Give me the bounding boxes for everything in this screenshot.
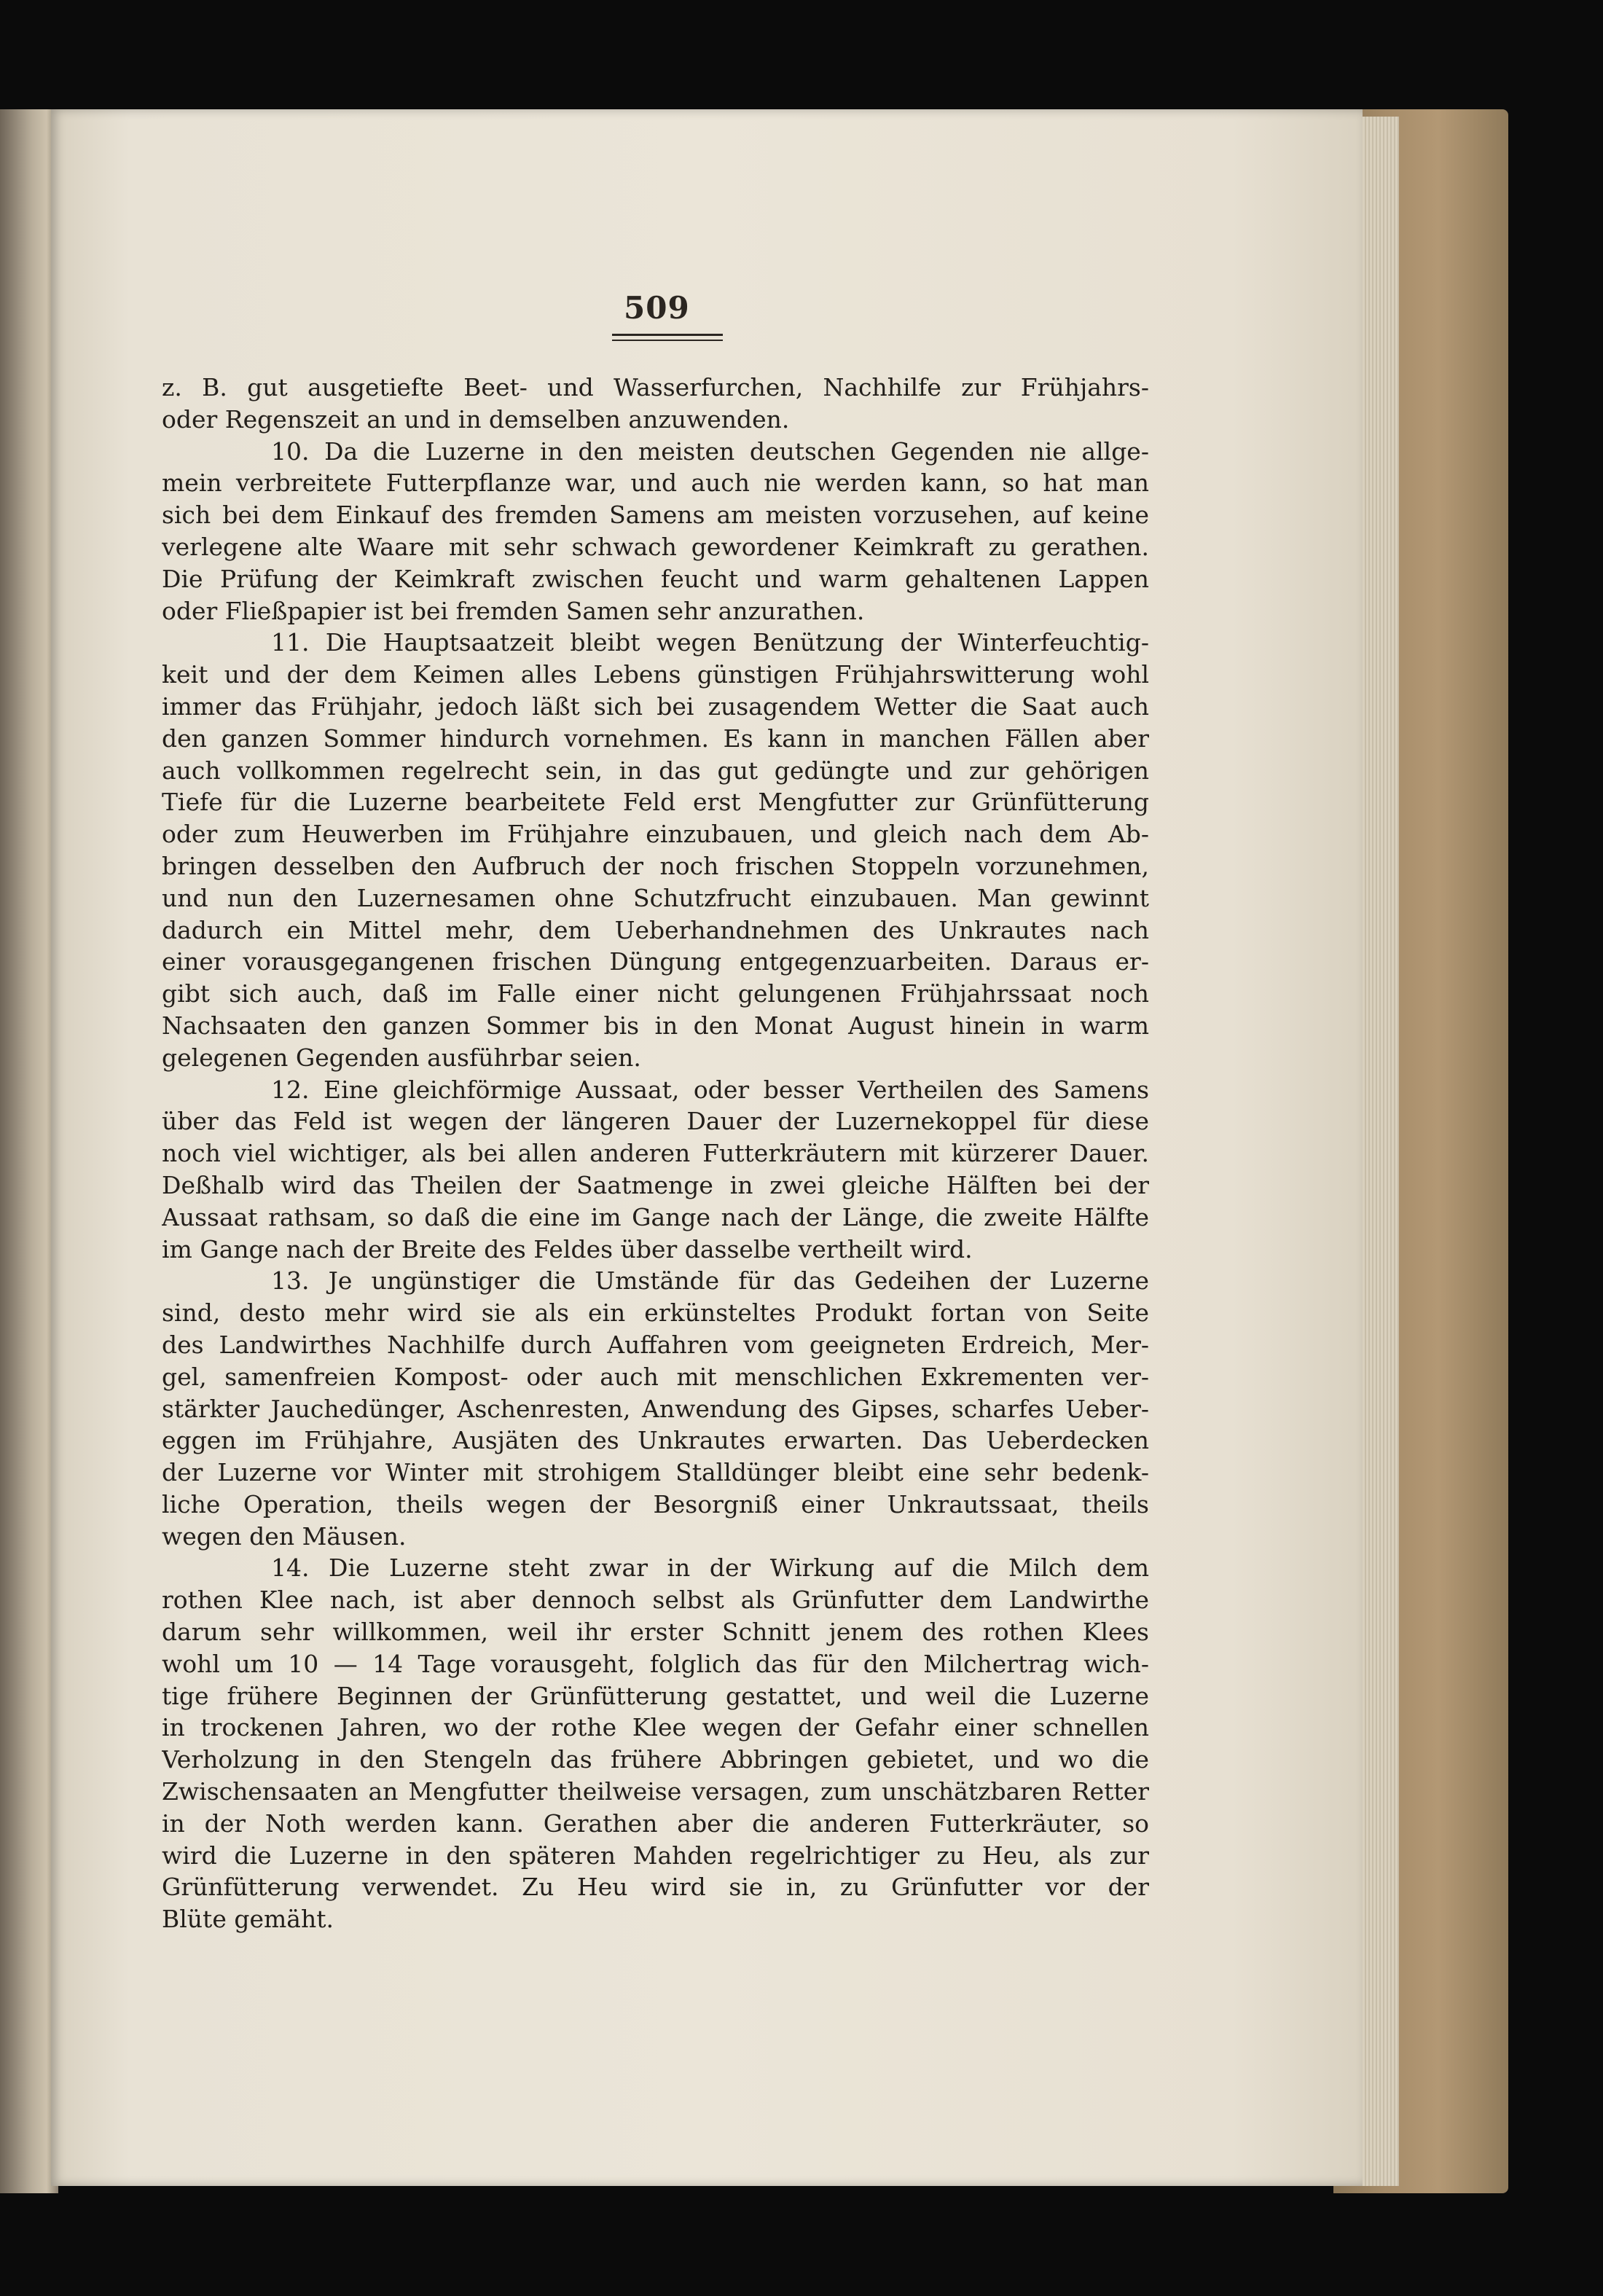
text-line: und nun den Luzernesamen ohne Schutzfrucht einzubauen. Man gewinnt — [162, 883, 1149, 912]
text-line: Tiefe für die Luzerne bearbeitete Feld erst Mengfutter zur Grünfütterung — [162, 788, 1149, 817]
text-line: oder Regenszeit an und in demselben anzuwenden. — [162, 404, 790, 434]
text-line: oder Fließpapier ist bei fremden Samen sehr anzurathen. — [162, 596, 865, 625]
text-line: mein verbreitete Futterpflanze war, und auch nie werden kann, so hat man — [162, 469, 1149, 498]
text-line: über das Feld ist wegen der längeren Dauer der Luzernekoppel für diese — [162, 1107, 1149, 1136]
text-line: sind, desto mehr wird sie als ein erkünsteltes Produkt fortan von Seite — [162, 1298, 1149, 1328]
text-line: noch viel wichtiger, als bei allen anderen Futterkräutern mit kürzerer Dauer. — [162, 1139, 1149, 1168]
text-line: oder zum Heuwerben im Frühjahre einzubauen, und gleich nach dem Ab- — [162, 820, 1149, 849]
text-line: Grünfütterung verwendet. Zu Heu wird sie in, zu Grünfutter vor der — [162, 1873, 1149, 1902]
text-line: gelegenen Gegenden ausführbar seien. — [162, 1043, 641, 1072]
text-line: wegen den Mäusen. — [162, 1521, 407, 1551]
text-line: der Luzerne vor Winter mit strohigem Stalldünger bleibt eine sehr bedenk- — [162, 1458, 1149, 1487]
text-line: tige frühere Beginnen der Grünfütterung gestattet, und weil die Luzerne — [162, 1681, 1149, 1710]
text-line: keit und der dem Keimen alles Lebens günstigen Frühjahrswitterung wohl — [162, 660, 1149, 689]
text-line: den ganzen Sommer hindurch vornehmen. Es kann in manchen Fällen aber — [162, 724, 1149, 753]
text-line: des Landwirthes Nachhilfe durch Auffahren vom geeigneten Erdreich, Mer- — [162, 1330, 1149, 1359]
text-line: auch vollkommen regelrecht sein, in das gut gedüngte und zur gehörigen — [162, 756, 1149, 785]
text-line: einer vorausgegangenen frischen Düngung entgegenzuarbeiten. Daraus er- — [162, 947, 1149, 976]
text-line: darum sehr willkommen, weil ihr erster Schnitt jenem des rothen Klees — [162, 1618, 1149, 1647]
text-line: Zwischensaaten an Mengfutter theilweise versagen, zum unschätzbaren Retter — [162, 1777, 1149, 1806]
text-line: 11. Die Hauptsaatzeit bleibt wegen Benützung der Winterfeuchtig- — [271, 628, 1149, 657]
text-line: stärkter Jauchedünger, Aschenresten, Anwendung des Gipses, scharfes Ueber- — [162, 1394, 1149, 1423]
text-line: eggen im Frühjahre, Ausjäten des Unkrautes erwarten. Das Ueberdecken — [162, 1426, 1149, 1455]
text-line: wird die Luzerne in den späteren Mahden regelrichtiger zu Heu, als zur — [162, 1841, 1149, 1870]
text-line: dadurch ein Mittel mehr, dem Ueberhandnehmen des Unkrautes nach — [162, 915, 1149, 944]
text-line: Verholzung in den Stengeln das frühere Abbringen gebietet, und wo die — [162, 1745, 1149, 1774]
text-line: in trockenen Jahren, wo der rothe Klee wegen der Gefahr einer schnellen — [162, 1713, 1149, 1742]
page-number: 509 — [624, 290, 690, 326]
text-line: Aussaat rathsam, so daß die eine im Gange nach der Länge, die zweite Hälfte — [162, 1202, 1149, 1231]
text-line: liche Operation, theils wegen der Besorgniß einer Unkrautssaat, theils — [162, 1489, 1149, 1519]
text-line: 12. Eine gleichförmige Aussaat, oder besser Vertheilen des Samens — [271, 1075, 1149, 1104]
text-line: im Gange nach der Breite des Feldes über dasselbe vertheilt wird. — [162, 1234, 973, 1263]
text-line: 14. Die Luzerne steht zwar in der Wirkung auf die Milch dem — [271, 1553, 1149, 1583]
text-line: sich bei dem Einkauf des fremden Samens am meisten vorzusehen, auf keine — [162, 501, 1149, 530]
left-page-edge — [0, 109, 58, 2193]
body-text — [162, 372, 1149, 1935]
text-line: Blüte gemäht. — [162, 1905, 334, 1934]
text-line: wohl um 10 — 14 Tage vorausgeht, folglich das für den Milchertrag wich- — [162, 1649, 1149, 1678]
text-line: 13. Je ungünstiger die Umstände für das Gedeihen der Luzerne — [271, 1266, 1149, 1296]
text-line: Deßhalb wird das Theilen der Saatmenge in zwei gleiche Hälften bei der — [162, 1170, 1149, 1199]
text-line: bringen desselben den Aufbruch der noch frischen Stoppeln vorzunehmen, — [162, 851, 1149, 880]
text-line: Nachsaaten den ganzen Sommer bis in den Monat August hinein in warm — [162, 1011, 1149, 1040]
text-line: immer das Frühjahr, jedoch läßt sich bei zusagendem Wetter die Saat auch — [162, 691, 1149, 721]
text-line: 10. Da die Luzerne in den meisten deutschen Gegenden nie allge- — [271, 436, 1149, 466]
header-rule — [612, 334, 723, 341]
text-line: z. B. gut ausgetiefte Beet- und Wasserfurchen, Nachhilfe zur Frühjahrs- — [162, 373, 1149, 401]
text-line: rothen Klee nach, ist aber dennoch selbst als Grünfutter dem Landwirthe — [162, 1586, 1149, 1615]
text-line: Die Prüfung der Keimkraft zwischen feucht und warm gehaltenen Lappen — [162, 564, 1149, 593]
text-line: in der Noth werden kann. Gerathen aber die anderen Futterkräuter, so — [162, 1809, 1149, 1838]
text-line: gibt sich auch, daß im Falle einer nicht gelungenen Frühjahrssaat noch — [162, 979, 1149, 1008]
text-line: gel, samenfreien Kompost- oder auch mit menschlichen Exkrementen ver- — [162, 1362, 1149, 1391]
text-line: verlegene alte Waare mit sehr schwach gewordener Keimkraft zu gerathen. — [162, 532, 1149, 561]
